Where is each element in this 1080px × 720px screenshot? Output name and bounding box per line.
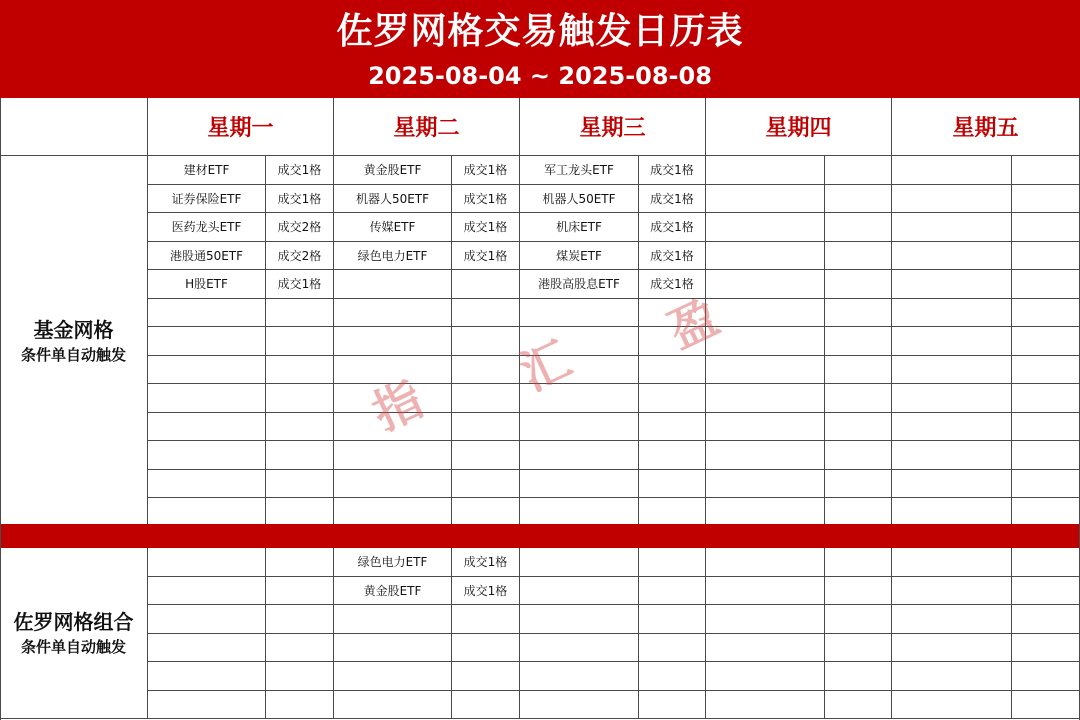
empty-cell xyxy=(1012,634,1080,663)
calendar-header xyxy=(0,0,1080,98)
empty-cell xyxy=(520,498,639,527)
empty-cell xyxy=(452,605,520,634)
empty-cell xyxy=(148,498,266,527)
empty-cell xyxy=(520,441,639,470)
empty-cell xyxy=(520,605,639,634)
empty-cell xyxy=(520,356,639,385)
empty-cell xyxy=(892,327,1012,356)
empty-cell xyxy=(148,548,266,577)
empty-cell xyxy=(148,413,266,442)
empty-cell xyxy=(825,548,892,577)
empty-cell xyxy=(334,634,452,663)
etf-name-cell: 建材ETF xyxy=(148,156,266,185)
empty-cell xyxy=(639,605,706,634)
empty-cell xyxy=(334,270,452,299)
empty-cell xyxy=(1012,327,1080,356)
empty-cell xyxy=(452,270,520,299)
watermark-char: 指 xyxy=(364,371,432,443)
empty-cell xyxy=(706,270,825,299)
empty-cell xyxy=(148,691,266,720)
section-subtitle: 条件单自动触发 xyxy=(20,345,126,364)
empty-cell xyxy=(148,299,266,328)
empty-cell xyxy=(520,299,639,328)
empty-cell xyxy=(706,662,825,691)
empty-cell xyxy=(892,548,1012,577)
day-header: 星期一 xyxy=(148,98,334,156)
day-header: 星期二 xyxy=(334,98,520,156)
empty-cell xyxy=(892,413,1012,442)
empty-cell xyxy=(148,356,266,385)
empty-cell xyxy=(520,662,639,691)
empty-cell xyxy=(266,498,334,527)
etf-name-cell: 证券保险ETF xyxy=(148,185,266,214)
empty-cell xyxy=(825,185,892,214)
empty-cell xyxy=(266,413,334,442)
trade-status-cell: 成交1格 xyxy=(639,213,706,242)
empty-cell xyxy=(334,356,452,385)
empty-cell xyxy=(520,413,639,442)
empty-cell xyxy=(825,327,892,356)
empty-cell xyxy=(1012,213,1080,242)
empty-cell xyxy=(1012,498,1080,527)
watermark-char: 盈 xyxy=(660,289,728,361)
empty-cell xyxy=(148,662,266,691)
etf-name-cell: 黄金股ETF xyxy=(334,577,452,606)
empty-cell xyxy=(639,327,706,356)
trade-status-cell: 成交1格 xyxy=(266,156,334,185)
empty-cell xyxy=(706,156,825,185)
empty-cell xyxy=(639,299,706,328)
empty-cell xyxy=(452,413,520,442)
empty-cell xyxy=(706,242,825,271)
empty-cell xyxy=(639,441,706,470)
empty-cell xyxy=(148,441,266,470)
empty-cell xyxy=(892,356,1012,385)
empty-cell xyxy=(148,327,266,356)
empty-cell xyxy=(825,156,892,185)
empty-cell xyxy=(266,441,334,470)
empty-cell xyxy=(452,327,520,356)
trade-status-cell: 成交1格 xyxy=(266,185,334,214)
empty-cell xyxy=(892,299,1012,328)
empty-cell xyxy=(892,634,1012,663)
empty-cell xyxy=(334,327,452,356)
empty-cell xyxy=(266,691,334,720)
empty-cell xyxy=(266,356,334,385)
empty-cell xyxy=(452,691,520,720)
corner-cell xyxy=(0,98,148,156)
empty-cell xyxy=(706,577,825,606)
empty-cell xyxy=(706,384,825,413)
empty-cell xyxy=(825,356,892,385)
empty-cell xyxy=(706,327,825,356)
table-left-border xyxy=(0,98,1,720)
section-subtitle: 条件单自动触发 xyxy=(20,638,126,656)
trade-status-cell: 成交1格 xyxy=(639,156,706,185)
empty-cell xyxy=(334,470,452,499)
etf-name-cell: 机器人50ETF xyxy=(520,185,639,214)
empty-cell xyxy=(892,270,1012,299)
empty-cell xyxy=(266,605,334,634)
empty-cell xyxy=(639,384,706,413)
empty-cell xyxy=(706,413,825,442)
empty-cell xyxy=(452,634,520,663)
empty-cell xyxy=(892,662,1012,691)
empty-cell xyxy=(639,634,706,663)
empty-cell xyxy=(520,384,639,413)
empty-cell xyxy=(452,441,520,470)
empty-cell xyxy=(639,470,706,499)
trade-status-cell: 成交2格 xyxy=(266,242,334,271)
trade-status-cell: 成交2格 xyxy=(266,213,334,242)
empty-cell xyxy=(1012,470,1080,499)
empty-cell xyxy=(266,470,334,499)
empty-cell xyxy=(148,577,266,606)
empty-cell xyxy=(1012,299,1080,328)
trade-status-cell: 成交1格 xyxy=(452,213,520,242)
empty-cell xyxy=(825,662,892,691)
empty-cell xyxy=(266,577,334,606)
empty-cell xyxy=(148,605,266,634)
empty-cell xyxy=(452,299,520,328)
empty-cell xyxy=(266,634,334,663)
empty-cell xyxy=(892,691,1012,720)
empty-cell xyxy=(892,470,1012,499)
empty-cell xyxy=(452,662,520,691)
page-title: 佐罗网格交易触发日历表 xyxy=(336,11,744,52)
empty-cell xyxy=(706,356,825,385)
trade-status-cell: 成交1格 xyxy=(452,548,520,577)
empty-cell xyxy=(825,413,892,442)
empty-cell xyxy=(825,299,892,328)
empty-cell xyxy=(452,498,520,527)
trade-status-cell: 成交1格 xyxy=(452,242,520,271)
section-label xyxy=(0,156,148,527)
empty-cell xyxy=(1012,356,1080,385)
empty-cell xyxy=(892,605,1012,634)
empty-cell xyxy=(639,548,706,577)
etf-name-cell: 港股通50ETF xyxy=(148,242,266,271)
empty-cell xyxy=(706,185,825,214)
empty-cell xyxy=(639,577,706,606)
etf-name-cell: 黄金股ETF xyxy=(334,156,452,185)
empty-cell xyxy=(706,470,825,499)
empty-cell xyxy=(892,242,1012,271)
trade-status-cell: 成交1格 xyxy=(639,242,706,271)
empty-cell xyxy=(148,634,266,663)
empty-cell xyxy=(825,213,892,242)
empty-cell xyxy=(825,691,892,720)
empty-cell xyxy=(639,498,706,527)
empty-cell xyxy=(825,577,892,606)
empty-cell xyxy=(334,605,452,634)
day-header: 星期四 xyxy=(706,98,892,156)
etf-name-cell: 绿色电力ETF xyxy=(334,548,452,577)
empty-cell xyxy=(520,691,639,720)
empty-cell xyxy=(520,548,639,577)
empty-cell xyxy=(520,470,639,499)
empty-cell xyxy=(825,634,892,663)
section-title: 佐罗网格组合 xyxy=(13,610,134,634)
etf-name-cell: 传媒ETF xyxy=(334,213,452,242)
empty-cell xyxy=(452,356,520,385)
etf-name-cell: 港股高股息ETF xyxy=(520,270,639,299)
empty-cell xyxy=(148,470,266,499)
trade-status-cell: 成交1格 xyxy=(452,577,520,606)
etf-name-cell: 军工龙头ETF xyxy=(520,156,639,185)
empty-cell xyxy=(452,384,520,413)
empty-cell xyxy=(825,498,892,527)
empty-cell xyxy=(334,299,452,328)
trade-status-cell: 成交1格 xyxy=(639,270,706,299)
etf-name-cell: 机床ETF xyxy=(520,213,639,242)
empty-cell xyxy=(706,498,825,527)
empty-cell xyxy=(266,327,334,356)
section-title: 基金网格 xyxy=(33,317,114,342)
empty-cell xyxy=(266,662,334,691)
empty-cell xyxy=(334,413,452,442)
day-header: 星期三 xyxy=(520,98,706,156)
empty-cell xyxy=(892,498,1012,527)
empty-cell xyxy=(892,577,1012,606)
empty-cell xyxy=(334,441,452,470)
watermark-char: 汇 xyxy=(512,331,580,403)
empty-cell xyxy=(639,691,706,720)
empty-cell xyxy=(334,691,452,720)
empty-cell xyxy=(1012,441,1080,470)
empty-cell xyxy=(1012,413,1080,442)
empty-cell xyxy=(706,634,825,663)
day-header: 星期五 xyxy=(892,98,1080,156)
empty-cell xyxy=(639,662,706,691)
empty-cell xyxy=(706,299,825,328)
empty-cell xyxy=(706,548,825,577)
empty-cell xyxy=(1012,242,1080,271)
empty-cell xyxy=(892,384,1012,413)
trade-status-cell: 成交1格 xyxy=(639,185,706,214)
empty-cell xyxy=(1012,577,1080,606)
etf-name-cell: H股ETF xyxy=(148,270,266,299)
empty-cell xyxy=(825,270,892,299)
empty-cell xyxy=(639,413,706,442)
empty-cell xyxy=(334,498,452,527)
empty-cell xyxy=(334,662,452,691)
empty-cell xyxy=(639,356,706,385)
empty-cell xyxy=(892,441,1012,470)
empty-cell xyxy=(520,327,639,356)
empty-cell xyxy=(892,213,1012,242)
empty-cell xyxy=(1012,270,1080,299)
trade-status-cell: 成交1格 xyxy=(266,270,334,299)
etf-name-cell: 煤炭ETF xyxy=(520,242,639,271)
empty-cell xyxy=(892,185,1012,214)
empty-cell xyxy=(1012,605,1080,634)
empty-cell xyxy=(706,213,825,242)
etf-name-cell: 机器人50ETF xyxy=(334,185,452,214)
section-separator xyxy=(0,524,1080,548)
empty-cell xyxy=(334,384,452,413)
empty-cell xyxy=(1012,691,1080,720)
empty-cell xyxy=(825,242,892,271)
trade-status-cell: 成交1格 xyxy=(452,156,520,185)
empty-cell xyxy=(825,605,892,634)
empty-cell xyxy=(452,470,520,499)
empty-cell xyxy=(825,384,892,413)
section-label xyxy=(0,548,148,719)
etf-name-cell: 绿色电力ETF xyxy=(334,242,452,271)
empty-cell xyxy=(266,299,334,328)
empty-cell xyxy=(892,156,1012,185)
empty-cell xyxy=(148,384,266,413)
empty-cell xyxy=(1012,384,1080,413)
etf-name-cell: 医药龙头ETF xyxy=(148,213,266,242)
empty-cell xyxy=(266,548,334,577)
empty-cell xyxy=(1012,156,1080,185)
empty-cell xyxy=(706,605,825,634)
empty-cell xyxy=(266,384,334,413)
empty-cell xyxy=(706,691,825,720)
empty-cell xyxy=(706,441,825,470)
empty-cell xyxy=(1012,185,1080,214)
empty-cell xyxy=(825,470,892,499)
empty-cell xyxy=(1012,548,1080,577)
empty-cell xyxy=(520,634,639,663)
trade-status-cell: 成交1格 xyxy=(452,185,520,214)
empty-cell xyxy=(825,441,892,470)
date-range: 2025-08-04 ~ 2025-08-08 xyxy=(368,62,712,90)
empty-cell xyxy=(520,577,639,606)
empty-cell xyxy=(1012,662,1080,691)
